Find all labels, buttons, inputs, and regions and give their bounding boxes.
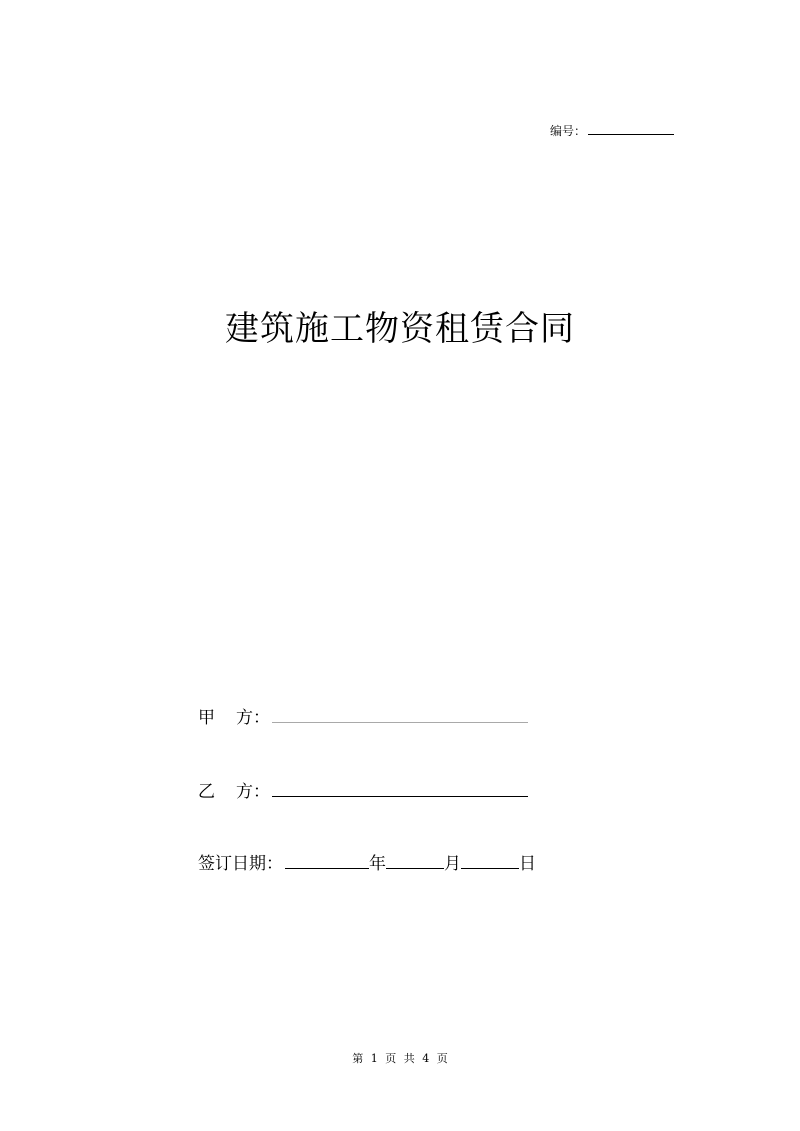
footer-page-number: 1 xyxy=(370,1052,378,1065)
page-footer xyxy=(0,1052,800,1066)
party-b-blank xyxy=(272,778,528,797)
signing-date-label: 签订日期： xyxy=(198,854,283,874)
signing-month-blank xyxy=(386,850,444,869)
signing-day-blank xyxy=(461,850,519,869)
footer-total-pages: 4 xyxy=(422,1052,430,1065)
document-number xyxy=(550,122,674,139)
footer-ye2: 页 xyxy=(436,1052,448,1065)
signing-date-row xyxy=(198,850,536,876)
footer-di: 第 xyxy=(352,1052,364,1065)
signing-day-label: 日 xyxy=(519,854,536,874)
party-a-label-char: 甲 xyxy=(198,708,215,728)
page-title: 建筑施工物资租赁合同 xyxy=(225,309,575,349)
party-b-row xyxy=(198,778,528,804)
signing-year-label: 年 xyxy=(369,854,386,874)
party-b-label: 方： xyxy=(236,782,270,802)
footer-ye: 页 xyxy=(385,1052,397,1065)
party-a-label: 方： xyxy=(236,708,270,728)
signing-year-blank xyxy=(285,850,369,869)
footer-gong: 共 xyxy=(403,1052,415,1065)
party-b-label-char: 乙 xyxy=(198,782,215,802)
signing-month-label: 月 xyxy=(444,854,461,874)
party-a-row xyxy=(198,704,528,730)
document-number-label: 编号： xyxy=(550,124,587,138)
party-a-blank xyxy=(272,704,528,723)
document-number-blank xyxy=(588,122,674,135)
